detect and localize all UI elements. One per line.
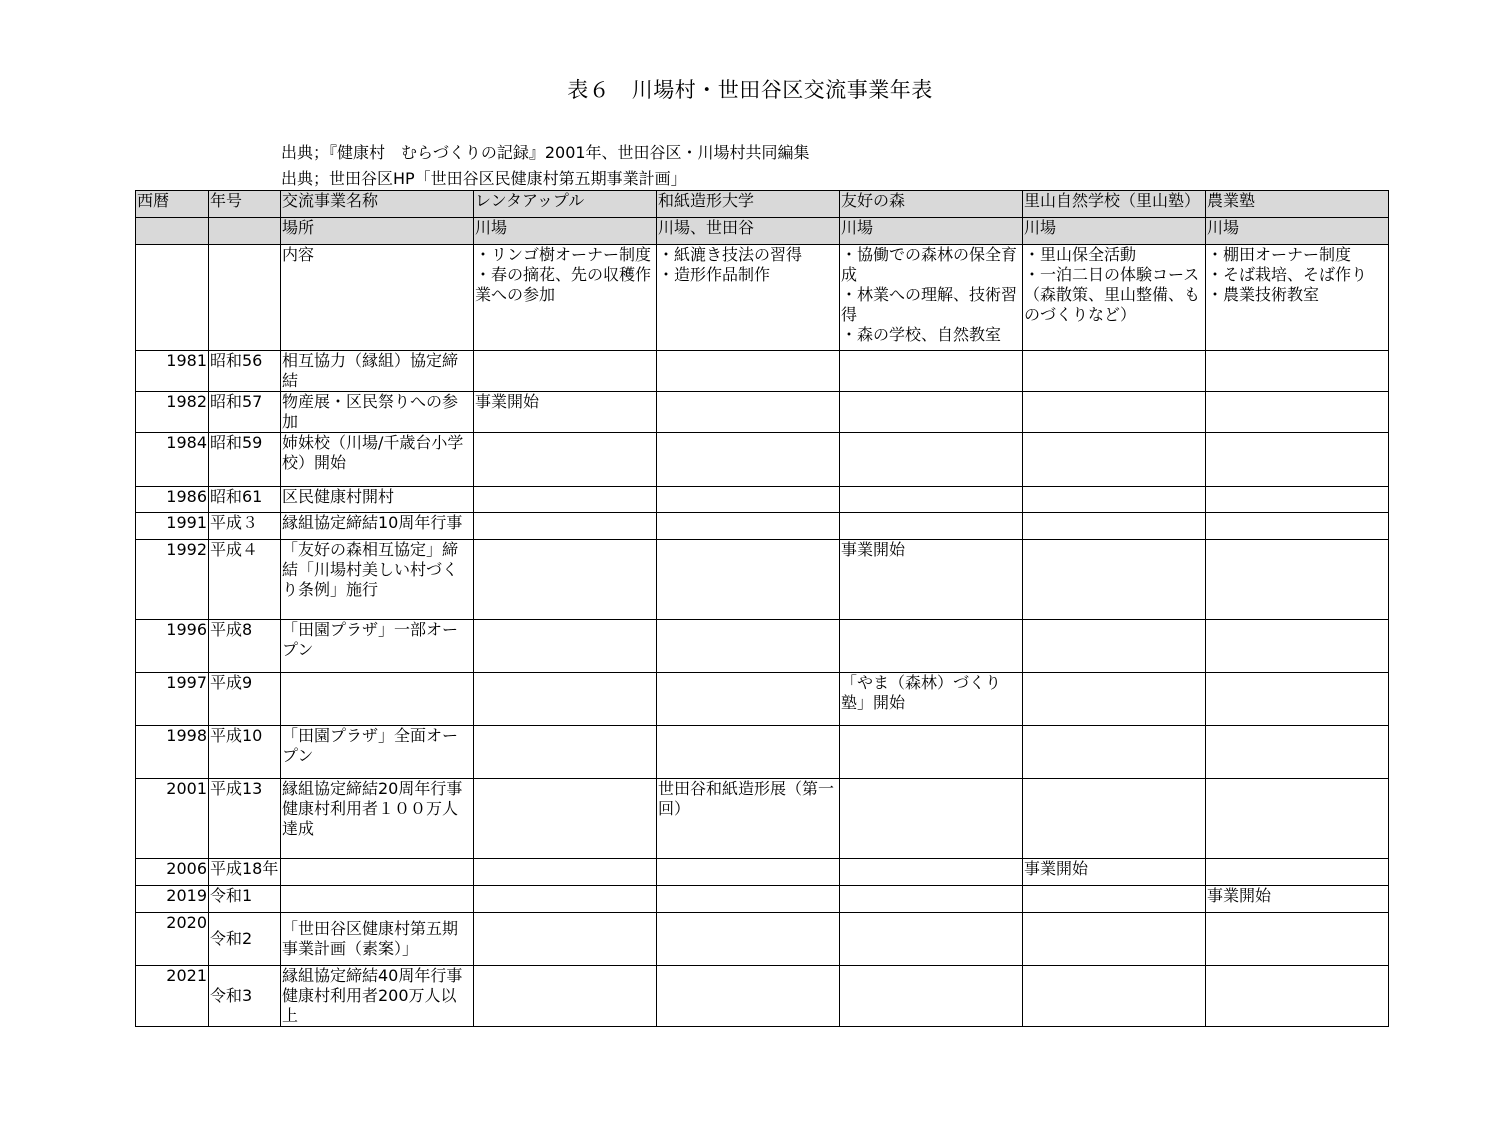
table-cell: 令和3 [209,966,281,1027]
table-cell [1206,540,1389,620]
table-cell [474,351,657,392]
table-cell: 和紙造形大学 [657,191,840,218]
table-cell [1023,392,1206,433]
table-cell [1023,487,1206,513]
table-cell [1023,540,1206,620]
table-cell: 里山自然学校（里山塾） [1023,191,1206,218]
table-row [136,779,1389,859]
table-cell [1206,620,1389,673]
table-cell: 場所 [281,218,474,245]
table-row [136,913,1389,966]
table-cell: 2019 [136,886,209,913]
table-cell [1206,913,1389,966]
table-cell [657,673,840,726]
table-cell: 昭和61 [209,487,281,513]
table-cell: 1998 [136,726,209,779]
table-cell: 川場 [474,218,657,245]
table-cell: ・紙漉き技法の習得 ・造形作品制作 [657,245,840,351]
table-cell: 事業開始 [1023,859,1206,886]
table-cell [657,913,840,966]
table-cell: 平成8 [209,620,281,673]
table-cell: 姉妹校（川場/千歳台小学校）開始 [281,433,474,487]
table-cell: 事業開始 [474,392,657,433]
table-cell [840,886,1023,913]
table-cell [840,779,1023,859]
table-cell: 区民健康村開村 [281,487,474,513]
table-cell: 平成３ [209,513,281,540]
table-cell [1206,966,1389,1027]
table-cell: 1981 [136,351,209,392]
table-cell: ・リンゴ樹オーナー制度 ・春の摘花、先の収穫作業への参加 [474,245,657,351]
table-cell [474,673,657,726]
table-row [136,673,1389,726]
table-cell: 友好の森 [840,191,1023,218]
table-cell [657,540,840,620]
document-title: 表６ 川場村・世田谷区交流事業年表 [567,78,933,102]
exchange-timeline-table [135,190,1389,1027]
source-note-2: 出典；世田谷区HP「世田谷区民健康村第五期事業計画」 [281,169,687,188]
table-cell [474,726,657,779]
table-cell [474,859,657,886]
table-cell [281,886,474,913]
table-cell: 川場、世田谷 [657,218,840,245]
table-cell: 「やま（森林）づくり塾」開始 [840,673,1023,726]
table-cell: 「田園プラザ」全面オープン [281,726,474,779]
table-cell: 平成9 [209,673,281,726]
header-row [136,191,1389,218]
table-cell [1023,966,1206,1027]
table-row [136,726,1389,779]
table-cell: 令和1 [209,886,281,913]
table-cell [657,886,840,913]
table-cell [1023,513,1206,540]
table-cell: 世田谷和紙造形展（第一回） [657,779,840,859]
table-cell [840,392,1023,433]
table-row [136,433,1389,487]
table-cell: 平成13 [209,779,281,859]
table-cell: 縁組協定締結10周年行事 [281,513,474,540]
table-cell [657,513,840,540]
table-row [136,886,1389,913]
table-cell [840,859,1023,886]
table-cell: 縁組協定締結40周年行事 健康村利用者200万人以上 [281,966,474,1027]
table-cell: 相互協力（縁組）協定締結 [281,351,474,392]
table-cell [840,620,1023,673]
table-cell: 物産展・区民祭りへの参加 [281,392,474,433]
table-cell [1206,779,1389,859]
table-cell: 西暦 [136,191,209,218]
table-cell [1023,673,1206,726]
table-cell [840,433,1023,487]
table-cell [840,966,1023,1027]
table-cell: 川場 [1023,218,1206,245]
table-cell: 内容 [281,245,474,351]
table-cell: 昭和56 [209,351,281,392]
table-cell [1206,673,1389,726]
table-cell: 川場 [840,218,1023,245]
table-cell: 昭和57 [209,392,281,433]
table-cell: 平成18年 [209,859,281,886]
table-cell: 交流事業名称 [281,191,474,218]
table-cell [136,218,209,245]
table-row [136,620,1389,673]
table-cell [1206,726,1389,779]
table-cell [474,513,657,540]
table-cell [474,886,657,913]
table-cell: 年号 [209,191,281,218]
table-cell: 令和2 [209,913,281,966]
table-cell: 2021 [136,966,209,1027]
table-cell [840,487,1023,513]
table-cell [1023,886,1206,913]
table-cell [1206,392,1389,433]
table-cell: 平成10 [209,726,281,779]
table-cell: 事業開始 [840,540,1023,620]
table-cell [281,859,474,886]
table-row [136,487,1389,513]
table-cell [657,859,840,886]
table-cell [474,433,657,487]
table-cell [1023,351,1206,392]
table-cell: 平成４ [209,540,281,620]
table-cell [474,966,657,1027]
table-cell [840,351,1023,392]
table-cell: 農業塾 [1206,191,1389,218]
table-cell [1206,351,1389,392]
table-cell [1206,487,1389,513]
table-row [136,351,1389,392]
table-cell [1023,433,1206,487]
table-cell [1023,620,1206,673]
table-cell [136,245,209,351]
location-row [136,218,1389,245]
table-cell: 2006 [136,859,209,886]
source-note-1: 出典；『健康村 むらづくりの記録』2001年、世田谷区・川場村共同編集 [281,143,810,162]
table-cell [474,620,657,673]
table-cell: 川場 [1206,218,1389,245]
table-cell: 縁組協定締結20周年行事 健康村利用者１００万人達成 [281,779,474,859]
table-cell: レンタアップル [474,191,657,218]
table-cell [474,779,657,859]
table-cell [657,726,840,779]
table-cell [657,487,840,513]
table-cell [657,392,840,433]
table-cell [474,913,657,966]
table-cell [209,245,281,351]
table-row [136,859,1389,886]
table-cell: 「友好の森相互協定」締結「川場村美しい村づくり条例」施行 [281,540,474,620]
table-cell [1023,779,1206,859]
table-cell [474,487,657,513]
table-cell [209,218,281,245]
table-cell: 1997 [136,673,209,726]
table-row [136,540,1389,620]
table-cell: ・棚田オーナー制度 ・そば栽培、そば作り ・農業技術教室 [1206,245,1389,351]
table-cell [1023,913,1206,966]
table-cell: 2020 [136,913,209,966]
table-cell: 1992 [136,540,209,620]
content-row [136,245,1389,351]
table-cell [657,433,840,487]
table-cell [1023,726,1206,779]
table-cell [840,513,1023,540]
table-cell: 2001 [136,779,209,859]
table-cell [1206,859,1389,886]
table-cell: ・里山保全活動 ・一泊二日の体験コース（森散策、里山整備、ものづくりなど） [1023,245,1206,351]
table-cell: 1982 [136,392,209,433]
table-cell: 事業開始 [1206,886,1389,913]
table-cell [1206,513,1389,540]
table-cell: 「田園プラザ」一部オープン [281,620,474,673]
table-cell: ・協働での森林の保全育成 ・林業への理解、技術習得 ・森の学校、自然教室 [840,245,1023,351]
table-cell [657,966,840,1027]
table-cell [657,351,840,392]
table-cell: 1984 [136,433,209,487]
table-cell [840,726,1023,779]
table-row [136,513,1389,540]
table-cell: 昭和59 [209,433,281,487]
table-cell [840,913,1023,966]
table-cell [1206,433,1389,487]
table-cell: 1991 [136,513,209,540]
table-row [136,392,1389,433]
table-cell [657,620,840,673]
table-cell [474,540,657,620]
table-cell: 1996 [136,620,209,673]
table-cell [281,673,474,726]
table-row [136,966,1389,1027]
table-cell: 「世田谷区健康村第五期事業計画（素案）」 [281,913,474,966]
table-cell: 1986 [136,487,209,513]
